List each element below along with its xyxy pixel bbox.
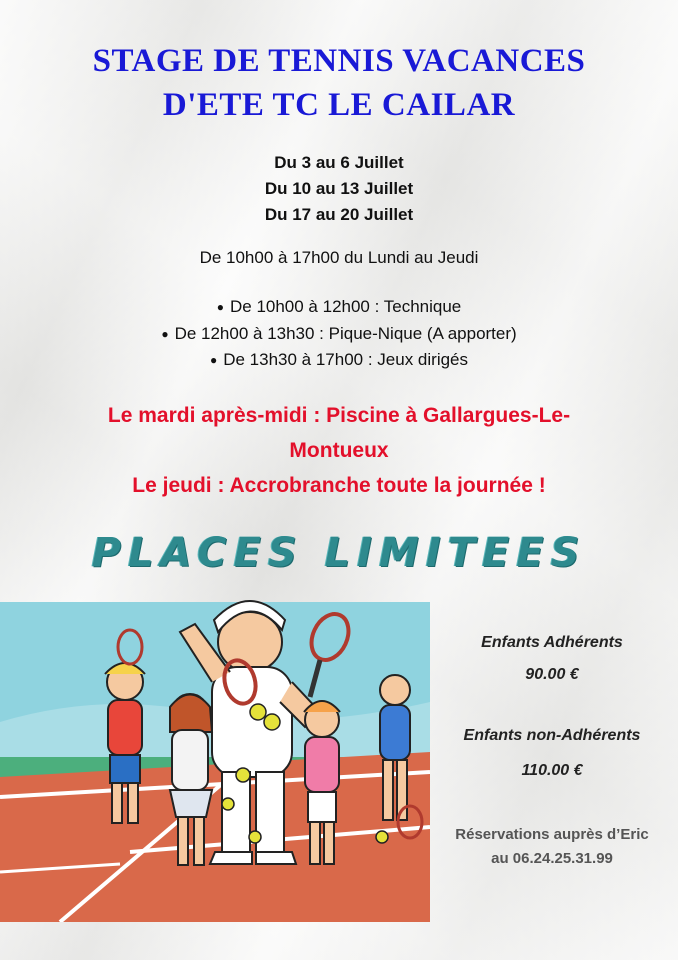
reservation-phone: au 06.24.25.31.99	[491, 850, 613, 867]
price-members-label: Enfants Adhérents	[481, 634, 623, 651]
poster-title-line2: D'ETE TC LE CAILAR	[162, 87, 516, 123]
dates-list	[0, 150, 678, 228]
date-line: Du 3 au 6 Juillet	[274, 153, 404, 172]
price-nonmembers-label: Enfants non-Adhérents	[463, 727, 641, 744]
bullet-icon: ●	[209, 353, 218, 367]
reservation-info	[426, 823, 678, 871]
schedule-item: ● De 13h30 à 17h00 : Jeux dirigés	[209, 350, 469, 369]
reservation-line1: Réservations auprès d’Eric	[455, 826, 649, 843]
hours-text: De 10h00 à 17h00 du Lundi au Jeudi	[199, 248, 479, 267]
places-limitees-banner: PLACES LIMITEES	[91, 530, 587, 576]
activity-tuesday-line2: Montueux	[289, 439, 389, 462]
schedule-list	[0, 294, 678, 374]
bullet-icon: ●	[216, 300, 224, 314]
activities	[40, 398, 638, 503]
activity-tuesday-line1: Le mardi après-midi : Piscine à Gallargues-Le-	[107, 404, 571, 427]
schedule-item: ● De 10h00 à 12h00 : Technique	[216, 297, 462, 316]
date-line: Du 17 au 20 Juillet	[264, 205, 414, 224]
price-nonmembers-value: 110.00 €	[521, 762, 583, 779]
poster-title-line1: STAGE DE TENNIS VACANCES	[92, 43, 586, 79]
schedule-item: ● De 12h00 à 13h30 : Pique-Nique (A apporter)	[161, 323, 517, 343]
tennis-illustration	[0, 572, 430, 922]
bullet-icon: ●	[161, 326, 169, 341]
price-members-value: 90.00 €	[525, 666, 579, 683]
activity-thursday: Le jeudi : Accrobranche toute la journée !	[132, 474, 546, 497]
date-line: Du 10 au 13 Juillet	[264, 179, 414, 198]
